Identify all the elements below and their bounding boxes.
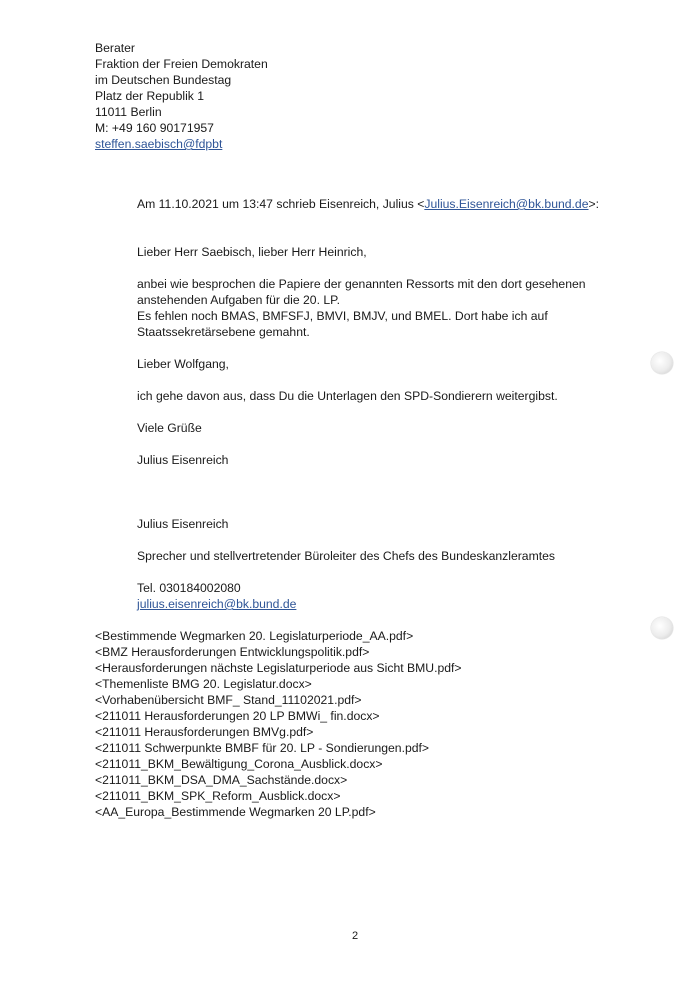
signature-line: M: +49 160 90171957 (95, 121, 214, 135)
attachment-item[interactable]: <Themenliste BMG 20. Legislatur.docx> (95, 677, 312, 691)
attachment-item[interactable]: <Bestimmende Wegmarken 20. Legislaturperiode_AA.pdf> (95, 629, 414, 643)
attachment-item[interactable]: <211011_BKM_DSA_DMA_Sachstände.docx> (95, 773, 348, 787)
attachment-item[interactable]: <211011 Herausforderungen BMVg.pdf> (95, 725, 314, 739)
quoted-email (137, 196, 617, 612)
sender-name: Julius Eisenreich (137, 453, 229, 467)
attachment-item[interactable]: <Herausforderungen nächste Legislaturperiode aus Sicht BMU.pdf> (95, 661, 462, 675)
signature-line: Platz der Republik 1 (95, 89, 205, 103)
body-paragraph: anbei wie besprochen die Papiere der genannten Ressorts mit den dort gesehenen anstehenden Aufgaben für die 20. LP. (137, 277, 586, 307)
attachment-item[interactable]: <211011_BKM_Bewältigung_Corona_Ausblick.docx> (95, 757, 383, 771)
attachment-item[interactable]: <BMZ Herausforderungen Entwicklungspolitik.pdf> (95, 645, 370, 659)
signature-line: im Deutschen Bundestag (95, 73, 232, 87)
signature-title: Sprecher und stellvertretender Büroleiter des Chefs des Bundeskanzleramtes (137, 549, 555, 563)
quote-header-prefix: Am 11.10.2021 um 13:47 schrieb Eisenreich, Julius < (137, 197, 425, 211)
punch-hole-icon (651, 617, 673, 639)
page-number: 2 (352, 930, 359, 942)
attachment-list (95, 628, 462, 820)
sender-email-link[interactable]: Julius.Eisenreich@bk.bund.de (424, 197, 589, 211)
quote-header (137, 196, 617, 212)
quote-header-suffix: >: (588, 197, 600, 211)
attachment-item[interactable]: <Vorhabenübersicht BMF_ Stand_11102021.pdf> (95, 693, 362, 707)
closing: Viele Grüße (137, 421, 202, 435)
greeting-wolfgang: Lieber Wolfgang, (137, 357, 229, 371)
body-paragraph: ich gehe davon aus, dass Du die Unterlagen den SPD-Sondierern weitergibst. (137, 389, 558, 403)
signature-name: Julius Eisenreich (137, 517, 229, 531)
attachment-item[interactable]: <211011_BKM_SPK_Reform_Ausblick.docx> (95, 789, 341, 803)
signature-email-link[interactable]: steffen.saebisch@fdpbt (95, 137, 223, 151)
signature-tel: Tel. 030184002080 (137, 581, 241, 595)
signature-line: Fraktion der Freien Demokraten (95, 57, 268, 71)
signature-line: 11011 Berlin (95, 105, 162, 119)
punch-hole-icon (651, 352, 673, 374)
signature-line: Berater (95, 41, 135, 55)
signature-block (95, 40, 268, 152)
body-paragraph: Es fehlen noch BMAS, BMFSFJ, BMVI, BMJV, und BMEL. Dort habe ich auf Staatssekretärsebene gemahnt. (137, 309, 548, 339)
attachment-item[interactable]: <AA_Europa_Bestimmende Wegmarken 20 LP.pdf> (95, 805, 376, 819)
greeting: Lieber Herr Saebisch, lieber Herr Heinrich, (137, 245, 367, 259)
signature-email-link[interactable]: julius.eisenreich@bk.bund.de (137, 597, 297, 611)
attachment-item[interactable]: <211011 Schwerpunkte BMBF für 20. LP - Sondierungen.pdf> (95, 741, 430, 755)
attachment-item[interactable]: <211011 Herausforderungen 20 LP BMWi_ fin.docx> (95, 709, 380, 723)
